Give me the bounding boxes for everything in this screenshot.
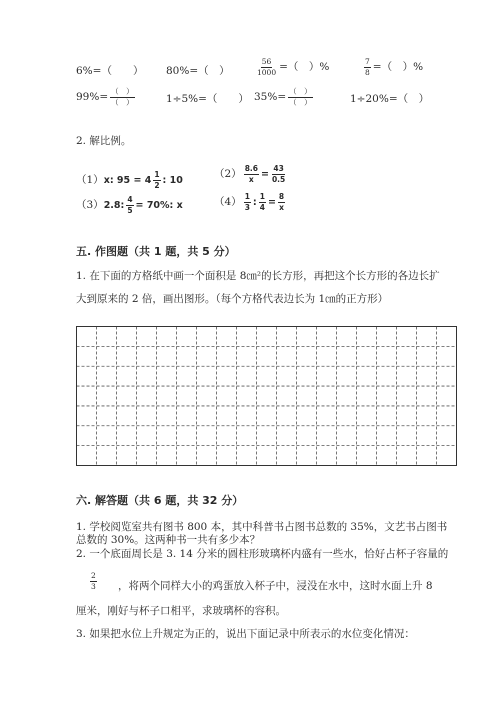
proportion-4: （4） $\frac{1}{3}$ : $\frac{1}{4}$ = $\frac{8}{x}$	[214, 192, 285, 212]
drawing-question-line-1: 1. 在下面的方格纸中画一个面积是 8㎝²的长方形，再把这个长方形的各边长扩	[76, 270, 440, 282]
fraction-1-2: $\frac{1}{2}$	[154, 170, 160, 190]
question-2-line-3: 厘米，刚好与杯子口相平，求玻璃杯的容积。	[76, 605, 286, 617]
fraction-blank: $\frac{( )}{( )}$	[289, 87, 312, 107]
question-3-line-1: 3. 如果把水位上升规定为正的，说出下面记录中所表示的水位变化情况：	[76, 628, 415, 640]
fraction-8-x: $\frac{8}{x}$	[278, 192, 285, 212]
question-1-line-2: 总数的 30%。这两种书一共有多少本？	[76, 534, 261, 546]
drawing-question-line-2: 大到原来的 2 倍，画出图形。（每个方格代表边长为 1㎝的正方形）	[76, 293, 389, 305]
fraction-4-5: $\frac{4}{5}$	[127, 195, 133, 215]
section-title-solve-proportion: 2. 解比例。	[76, 135, 132, 147]
fraction-56-1000: $\frac{56}{1000}$	[257, 57, 277, 77]
conversion-7-eighths: $\frac{7}{8}$ =（ ）%	[365, 57, 424, 77]
conversion-56-per-1000: $\frac{56}{1000}$ =（ ）%	[257, 57, 330, 77]
conversion-6-percent: 6%=（ ）	[76, 65, 144, 77]
conversion-1-div-20-percent: 1÷20%=（ ）	[350, 93, 430, 105]
fraction-1-3: $\frac{1}{3}$	[244, 192, 250, 212]
conversion-99-percent: 99%= $\frac{( )}{( )}$	[76, 87, 134, 107]
proportion-3: （3）2.8: $\frac{4}{5}$ = 70%: x	[76, 195, 183, 215]
proportion-2: （2） $\frac{8.6}{x}$ = $\frac{43}{0.5}$	[214, 164, 286, 184]
conversion-35-percent: 35%= $\frac{( )}{( )}$	[254, 87, 312, 107]
fraction-blank: $\frac{( )}{( )}$	[111, 87, 134, 107]
section-title-word-problems: 六. 解答题（共 6 题，共 32 分）	[76, 494, 244, 507]
grid-border	[77, 327, 457, 466]
conversion-1-div-5-percent: 1÷5%=（ ）	[166, 93, 249, 105]
fraction-1-4: $\frac{1}{4}$	[259, 192, 265, 212]
question-1-line-1: 1. 学校阅览室共有图书 800 本，其中科普书占图书总数的 35%，文艺书占图书	[76, 521, 448, 533]
fraction-2-3: $\frac{2}{3}$	[91, 571, 96, 591]
fraction-7-8: $\frac{7}{8}$	[365, 57, 370, 77]
question-2-line-1: 2. 一个底面周长是 3. 14 分米的圆柱形玻璃杯内盛有一些水，恰好占杯子容量的	[76, 548, 449, 560]
proportion-1: （1）x: 95 = 4 $\frac{1}{2}$ : 10	[76, 170, 183, 190]
section-title-drawing: 五. 作图题（共 1 题，共 5 分）	[76, 245, 236, 258]
question-2-line-2: ，将两个同样大小的鸡蛋放入杯子中，浸没在水中，这时水面上升 8	[118, 580, 433, 592]
graph-paper-grid[interactable]	[76, 326, 457, 466]
fraction-43-0.5: $\frac{43}{0.5}$	[271, 164, 286, 184]
fraction-8.6-x: $\frac{8.6}{x}$	[244, 164, 258, 184]
question-2-fraction	[88, 572, 99, 590]
conversion-80-percent: 80%=（ ）	[166, 65, 230, 77]
